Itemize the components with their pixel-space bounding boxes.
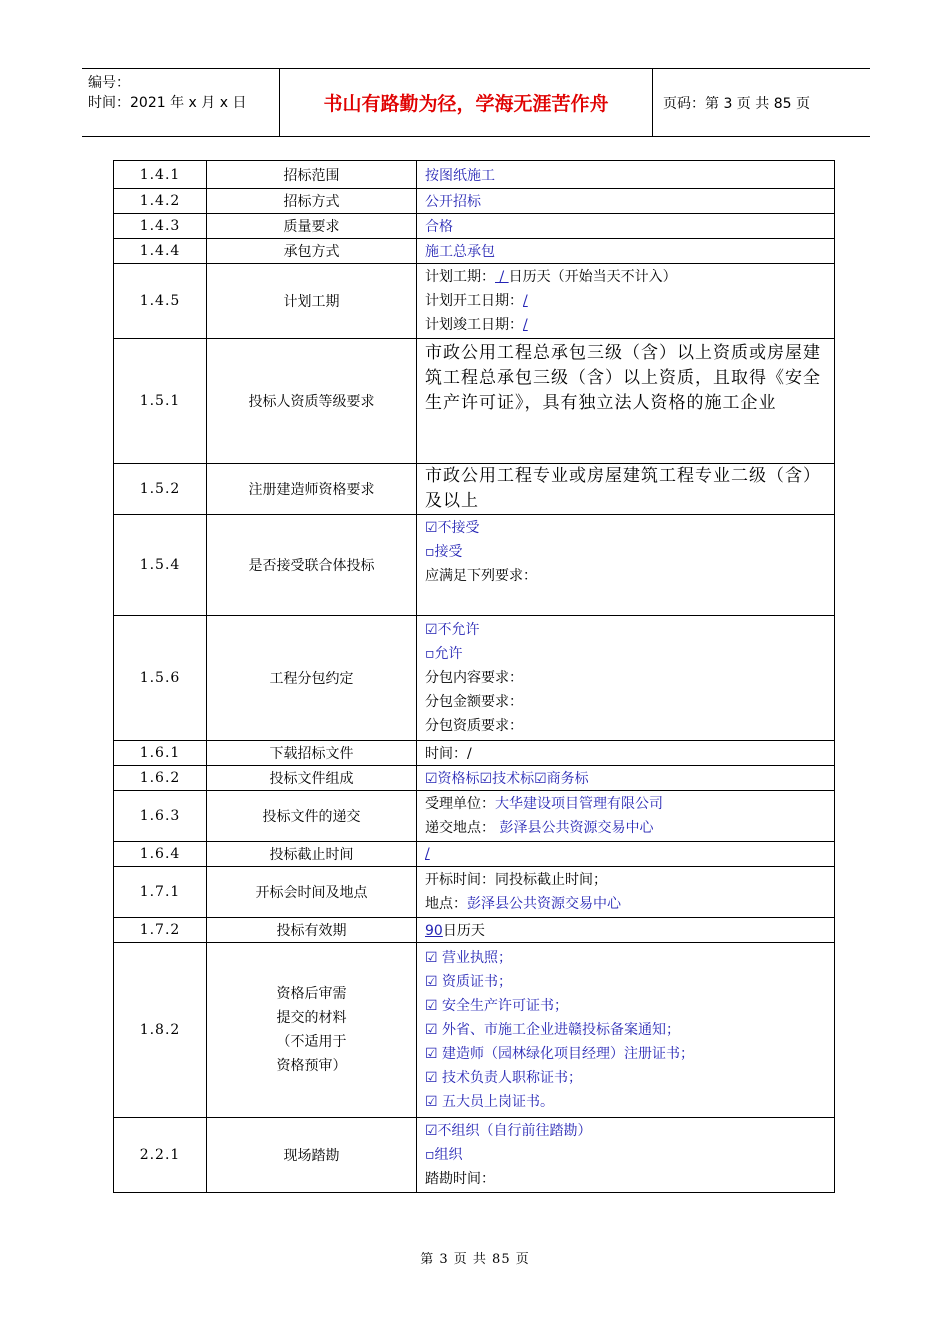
material-item: ☑ 外省、市施工企业进赣投标备案通知； xyxy=(425,1022,680,1038)
table-row xyxy=(114,264,835,339)
table-row xyxy=(114,161,835,189)
item-line: 资格预审） xyxy=(276,1058,347,1074)
row-item: 开标会时间及地点 xyxy=(207,867,417,918)
row-number: 1.4.4 xyxy=(114,239,207,264)
header-meta xyxy=(82,69,280,136)
table-row xyxy=(114,214,835,239)
row-number: 1.4.2 xyxy=(114,189,207,214)
table-row xyxy=(114,791,835,842)
row-item: 承包方式 xyxy=(207,239,417,264)
row-number: 1.4.5 xyxy=(114,264,207,339)
row-value xyxy=(417,264,835,339)
option-checked: ☑不组织（自行前往踏勘） xyxy=(425,1123,592,1139)
row-item: 下载招标文件 xyxy=(207,741,417,766)
row-item: 招标方式 xyxy=(207,189,417,214)
row-item: 现场踏勘 xyxy=(207,1118,417,1193)
material-item: ☑ 五大员上岗证书。 xyxy=(425,1094,555,1110)
row-value xyxy=(417,616,835,741)
row-value xyxy=(417,918,835,943)
material-item: ☑ 资质证书； xyxy=(425,974,513,990)
row-value: 合格 xyxy=(417,214,835,239)
option-unchecked: ▫组织 xyxy=(425,1147,463,1163)
row-value xyxy=(417,867,835,918)
planned-duration-label: 计划工期： xyxy=(425,269,495,285)
option-unchecked: ▫接受 xyxy=(425,544,463,560)
end-date-label: 计划竣工日期： xyxy=(425,317,523,333)
material-item: ☑ 技术负责人职称证书； xyxy=(425,1070,583,1086)
time-label: 时间：2021 年 x 月 x 日 xyxy=(88,95,247,111)
location-label: 地点： xyxy=(425,896,467,912)
row-item: 投标文件的递交 xyxy=(207,791,417,842)
table-row xyxy=(114,515,835,616)
table-row xyxy=(114,1118,835,1193)
table-row xyxy=(114,766,835,791)
planned-duration-value: / xyxy=(495,269,509,285)
opening-time: 开标时间：同投标截止时间； xyxy=(425,872,607,888)
page-label: 页码：第 3 页 共 85 页 xyxy=(663,95,810,112)
page-footer: 第 3 页 共 85 页 xyxy=(420,1252,530,1267)
row-number: 1.6.3 xyxy=(114,791,207,842)
row-item: 投标有效期 xyxy=(207,918,417,943)
table-row xyxy=(114,943,835,1118)
row-item: 投标文件组成 xyxy=(207,766,417,791)
validity-unit: 日历天 xyxy=(442,923,485,939)
row-value xyxy=(417,515,835,616)
row-item: 工程分包约定 xyxy=(207,616,417,741)
location-label: 递交地点： xyxy=(425,820,495,836)
end-date-value: / xyxy=(523,317,528,333)
table-row xyxy=(114,616,835,741)
receiver-value: 大华建设项目管理有限公司 xyxy=(495,796,663,812)
row-item: 注册建造师资格要求 xyxy=(207,464,417,515)
row-item: 是否接受联合体投标 xyxy=(207,515,417,616)
deadline-value: / xyxy=(425,846,430,862)
row-number: 1.5.1 xyxy=(114,339,207,464)
row-value: 按图纸施工 xyxy=(417,161,835,189)
planned-duration-unit: 日历天（开始当天不计入） xyxy=(508,269,677,285)
item-line: 提交的材料 xyxy=(276,1010,347,1026)
table-row xyxy=(114,464,835,515)
requirement-note: 应满足下列要求： xyxy=(425,568,537,584)
row-value xyxy=(417,791,835,842)
row-value xyxy=(417,1118,835,1193)
row-number: 1.6.4 xyxy=(114,842,207,867)
material-item: ☑ 安全生产许可证书； xyxy=(425,998,569,1014)
table-row xyxy=(114,842,835,867)
row-number: 1.7.2 xyxy=(114,918,207,943)
option-checked: ☑不接受 xyxy=(425,520,480,536)
row-value: ☑资格标☑技术标☑商务标 xyxy=(417,766,835,791)
table-row xyxy=(114,239,835,264)
table-row xyxy=(114,918,835,943)
option-checked: ☑不允许 xyxy=(425,622,480,638)
location-value: 彭泽县公共资源交易中心 xyxy=(467,896,621,912)
page-header xyxy=(82,68,870,137)
row-value xyxy=(417,842,835,867)
row-value: 市政公用工程总承包三级（含）以上资质或房屋建筑工程总承包三级（含）以上资质，且取得《安全生产许可证》，具有独立法人资格的施工企业 xyxy=(417,339,835,464)
row-number: 1.5.6 xyxy=(114,616,207,741)
start-date-value: / xyxy=(523,293,528,309)
row-value: 公开招标 xyxy=(417,189,835,214)
row-number: 1.6.1 xyxy=(114,741,207,766)
row-number: 1.7.1 xyxy=(114,867,207,918)
material-item: ☑ 建造师（园林绿化项目经理）注册证书； xyxy=(425,1046,694,1062)
start-date-label: 计划开工日期： xyxy=(425,293,523,309)
table-row xyxy=(114,339,835,464)
table-row xyxy=(114,867,835,918)
row-number: 1.8.2 xyxy=(114,943,207,1118)
row-item: 招标范围 xyxy=(207,161,417,189)
item-line: （不适用于 xyxy=(276,1034,347,1050)
bid-info-table xyxy=(113,160,835,1193)
row-number: 1.5.2 xyxy=(114,464,207,515)
table-row xyxy=(114,189,835,214)
table-row xyxy=(114,741,835,766)
survey-time: 踏勘时间： xyxy=(425,1171,495,1187)
row-item: 质量要求 xyxy=(207,214,417,239)
validity-days: 90 xyxy=(425,923,443,939)
material-item: ☑ 营业执照； xyxy=(425,950,513,966)
row-value: 时间：/ xyxy=(417,741,835,766)
item-line: 资格后审需 xyxy=(276,986,347,1002)
receiver-label: 受理单位： xyxy=(425,796,495,812)
row-item xyxy=(207,943,417,1118)
row-number: 1.4.1 xyxy=(114,161,207,189)
row-value: 施工总承包 xyxy=(417,239,835,264)
motto: 书山有路勤为径，学海无涯苦作舟 xyxy=(280,69,653,136)
subcontract-content: 分包内容要求： xyxy=(425,670,523,686)
row-value: 市政公用工程专业或房屋建筑工程专业二级（含）及以上 xyxy=(417,464,835,515)
subcontract-amount: 分包金额要求： xyxy=(425,694,523,710)
row-item: 投标截止时间 xyxy=(207,842,417,867)
row-item: 计划工期 xyxy=(207,264,417,339)
subcontract-qualification: 分包资质要求： xyxy=(425,718,523,734)
row-item: 投标人资质等级要求 xyxy=(207,339,417,464)
row-number: 1.4.3 xyxy=(114,214,207,239)
option-unchecked: ▫允许 xyxy=(425,646,463,662)
row-number: 2.2.1 xyxy=(114,1118,207,1193)
location-value: 彭泽县公共资源交易中心 xyxy=(495,820,654,836)
number-label: 编号： xyxy=(88,75,130,91)
row-number: 1.6.2 xyxy=(114,766,207,791)
row-value xyxy=(417,943,835,1118)
row-number: 1.5.4 xyxy=(114,515,207,616)
